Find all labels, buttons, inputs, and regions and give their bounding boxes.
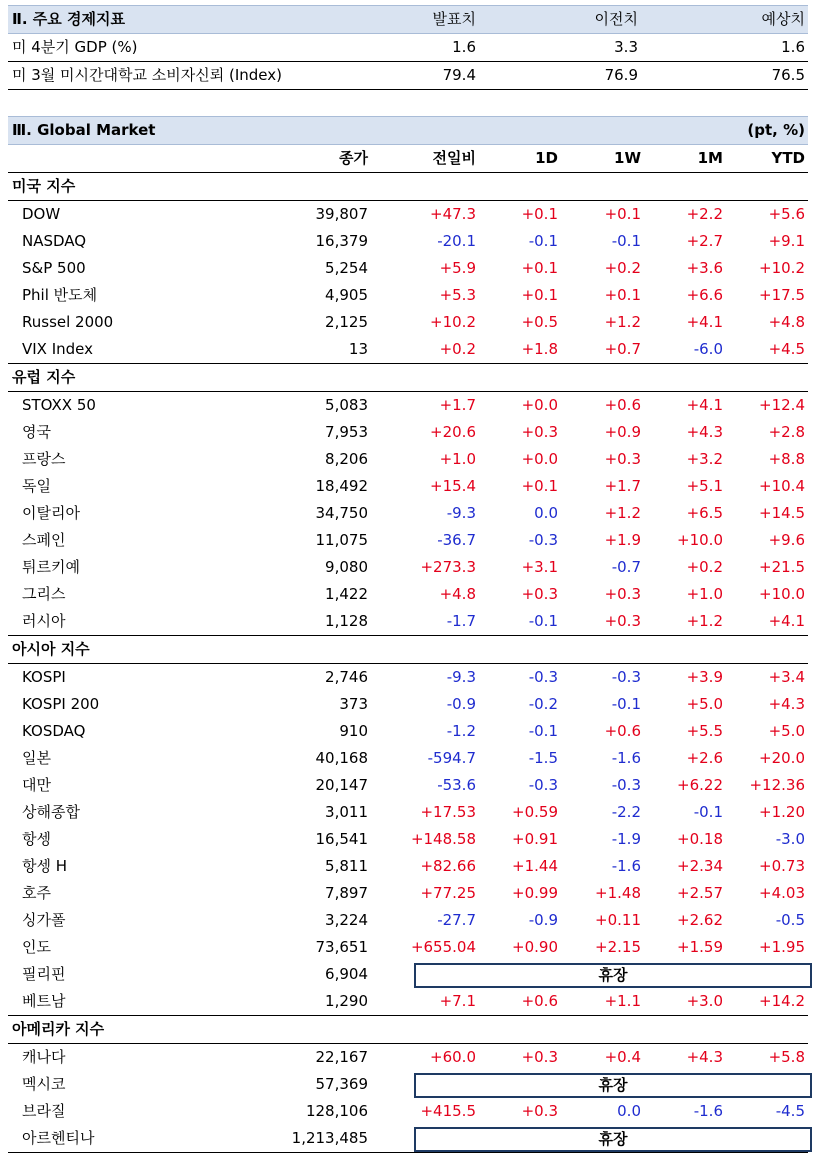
cell-change: +5.9 (439, 259, 476, 277)
index-name: VIX Index (22, 340, 94, 358)
cell-ytd: +17.5 (759, 286, 805, 304)
cell-1m: +1.2 (686, 612, 723, 630)
index-name: 프랑스 (22, 450, 66, 468)
cell-close: 373 (339, 695, 368, 713)
table-row (8, 1125, 808, 1153)
table-row (8, 500, 808, 527)
cell-change: +1.7 (439, 396, 476, 414)
table-row (8, 34, 808, 62)
cell-1w: -1.6 (611, 749, 641, 767)
indicator-released: 79.4 (442, 66, 476, 84)
index-name: 스페인 (22, 531, 66, 549)
index-name: KOSDAQ (22, 722, 86, 740)
group-name: 유럽 지수 (12, 368, 76, 386)
cell-1d: +0.1 (521, 286, 558, 304)
cell-close: 8,206 (325, 450, 368, 468)
cell-change: +77.25 (420, 884, 476, 902)
cell-change: +148.58 (410, 830, 476, 848)
cell-1w: +0.7 (604, 340, 641, 358)
cell-1d: +0.5 (521, 313, 558, 331)
table-row (8, 554, 808, 581)
cell-ytd: +5.0 (768, 722, 805, 740)
cell-1d: -0.1 (528, 232, 558, 250)
cell-ytd: +2.8 (768, 423, 805, 441)
cell-close: 9,080 (325, 558, 368, 576)
table-row (8, 988, 808, 1016)
header-change: 전일비 (432, 149, 476, 167)
cell-change: -594.7 (427, 749, 476, 767)
cell-1d: +0.0 (521, 396, 558, 414)
indicator-forecast: 1.6 (781, 38, 805, 56)
header-close: 종가 (339, 149, 368, 167)
cell-close: 910 (339, 722, 368, 740)
index-name: KOSPI (22, 668, 66, 686)
cell-1m: +3.2 (686, 450, 723, 468)
cell-close: 11,075 (315, 531, 368, 549)
cell-1d: -0.3 (528, 668, 558, 686)
cell-1d: +0.1 (521, 205, 558, 223)
cell-ytd: -4.5 (775, 1102, 805, 1120)
cell-1m: +2.34 (677, 857, 723, 875)
cell-1w: +1.9 (604, 531, 641, 549)
cell-change: -9.3 (446, 668, 476, 686)
indicator-previous: 3.3 (614, 38, 638, 56)
cell-1d: +0.1 (521, 477, 558, 495)
global-market-title: Ⅲ. Global Market (12, 121, 156, 139)
indicator-previous: 76.9 (604, 66, 638, 84)
cell-ytd: +9.1 (768, 232, 805, 250)
cell-ytd: +0.73 (759, 857, 805, 875)
cell-1m: +6.6 (686, 286, 723, 304)
group-header (8, 173, 808, 201)
cell-1m: +2.7 (686, 232, 723, 250)
index-name: 러시아 (22, 612, 66, 630)
cell-1w: +0.4 (604, 1048, 641, 1066)
cell-1m: +3.0 (686, 992, 723, 1010)
cell-1w: -2.2 (611, 803, 641, 821)
cell-change: -27.7 (437, 911, 476, 929)
cell-close: 40,168 (315, 749, 368, 767)
cell-close: 13 (348, 340, 368, 358)
cell-close: 22,167 (315, 1048, 368, 1066)
cell-ytd: +10.0 (759, 585, 805, 603)
cell-1w: +1.2 (604, 313, 641, 331)
cell-ytd: +14.5 (759, 504, 805, 522)
index-name: 항셍 (22, 830, 51, 848)
header-forecast: 예상치 (761, 10, 805, 28)
cell-close: 20,147 (315, 776, 368, 794)
header-1w: 1W (614, 149, 641, 167)
cell-ytd: +4.5 (768, 340, 805, 358)
table-row (8, 826, 808, 853)
cell-1d: +0.1 (521, 259, 558, 277)
index-name: KOSPI 200 (22, 695, 100, 713)
table-row (8, 1098, 808, 1125)
cell-1w: +0.2 (604, 259, 641, 277)
cell-1d: +1.8 (521, 340, 558, 358)
cell-1d: +0.3 (521, 585, 558, 603)
cell-change: -20.1 (437, 232, 476, 250)
cell-ytd: +5.8 (768, 1048, 805, 1066)
cell-change: +7.1 (439, 992, 476, 1010)
table-row (8, 392, 808, 419)
cell-1m: +3.6 (686, 259, 723, 277)
cell-1w: -0.1 (611, 232, 641, 250)
cell-1w: +0.9 (604, 423, 641, 441)
table-row (8, 772, 808, 799)
cell-close: 16,541 (315, 830, 368, 848)
cell-close: 5,083 (325, 396, 368, 414)
economic-indicators-title: Ⅱ. 주요 경제지표 (12, 10, 125, 28)
cell-close: 1,128 (325, 612, 368, 630)
index-name: S&P 500 (22, 259, 86, 277)
cell-1d: +0.90 (512, 938, 558, 956)
table-row (8, 799, 808, 826)
cell-ytd: -0.5 (775, 911, 805, 929)
cell-1d: -0.3 (528, 776, 558, 794)
indicator-name: 미 3월 미시간대학교 소비자신뢰 (Index) (12, 66, 282, 84)
cell-1d: +1.44 (512, 857, 558, 875)
cell-1d: +0.3 (521, 1048, 558, 1066)
cell-change: -0.9 (446, 695, 476, 713)
cell-1w: +0.6 (604, 722, 641, 740)
cell-1d: -0.3 (528, 531, 558, 549)
cell-change: +5.3 (439, 286, 476, 304)
cell-close: 1,422 (325, 585, 368, 603)
table-row (8, 62, 808, 90)
holiday-badge: 휴장 (414, 1073, 812, 1098)
index-name: 인도 (22, 938, 51, 956)
cell-1w: +1.7 (604, 477, 641, 495)
cell-1m: +2.2 (686, 205, 723, 223)
table-row (8, 1071, 808, 1098)
cell-1m: +0.2 (686, 558, 723, 576)
index-name: 아르헨티나 (22, 1129, 95, 1147)
column-header-row (8, 145, 808, 173)
index-name: 튀르키예 (22, 558, 80, 576)
cell-1m: +5.0 (686, 695, 723, 713)
group-name: 아시아 지수 (12, 640, 90, 658)
table-row (8, 255, 808, 282)
cell-1m: +6.5 (686, 504, 723, 522)
group-name: 미국 지수 (12, 177, 76, 195)
cell-change: +415.5 (420, 1102, 476, 1120)
cell-1d: +0.91 (512, 830, 558, 848)
cell-ytd: +1.95 (759, 938, 805, 956)
economic-indicators-header (8, 5, 808, 34)
index-name: DOW (22, 205, 61, 223)
cell-change: -36.7 (437, 531, 476, 549)
table-row (8, 880, 808, 907)
cell-1m: +2.57 (677, 884, 723, 902)
table-row (8, 718, 808, 745)
table-row (8, 664, 808, 691)
table-row (8, 336, 808, 364)
cell-1d: +0.3 (521, 423, 558, 441)
cell-ytd: +3.4 (768, 668, 805, 686)
cell-1w: +0.1 (604, 286, 641, 304)
cell-change: +273.3 (420, 558, 476, 576)
cell-1w: -0.3 (611, 776, 641, 794)
cell-1w: -0.3 (611, 668, 641, 686)
cell-1m: +1.0 (686, 585, 723, 603)
cell-close: 3,011 (325, 803, 368, 821)
cell-1m: +0.18 (677, 830, 723, 848)
cell-close: 57,369 (315, 1075, 368, 1093)
cell-ytd: +9.6 (768, 531, 805, 549)
cell-ytd: +20.0 (759, 749, 805, 767)
cell-change: +10.2 (430, 313, 476, 331)
cell-ytd: +5.6 (768, 205, 805, 223)
cell-ytd: +12.36 (749, 776, 805, 794)
index-name: 브라질 (22, 1102, 66, 1120)
holiday-badge: 휴장 (414, 1127, 812, 1152)
cell-1d: -0.2 (528, 695, 558, 713)
group-name: 아메리카 지수 (12, 1020, 105, 1038)
cell-close: 34,750 (315, 504, 368, 522)
cell-1d: -1.5 (528, 749, 558, 767)
index-name: Phil 반도체 (22, 286, 98, 304)
holiday-badge: 휴장 (414, 963, 812, 988)
index-name: 독일 (22, 477, 51, 495)
cell-1d: -0.1 (528, 612, 558, 630)
cell-close: 2,746 (325, 668, 368, 686)
cell-1w: +0.3 (604, 450, 641, 468)
header-ytd: YTD (771, 149, 805, 167)
cell-1d: +0.6 (521, 992, 558, 1010)
cell-1m: -6.0 (693, 340, 723, 358)
cell-1m: +4.3 (686, 423, 723, 441)
indicator-released: 1.6 (452, 38, 476, 56)
cell-ytd: +10.4 (759, 477, 805, 495)
cell-1w: +2.15 (595, 938, 641, 956)
cell-ytd: +21.5 (759, 558, 805, 576)
cell-change: -1.7 (446, 612, 476, 630)
cell-1m: +4.3 (686, 1048, 723, 1066)
cell-close: 4,905 (325, 286, 368, 304)
cell-1w: -0.1 (611, 695, 641, 713)
cell-1m: +1.59 (677, 938, 723, 956)
cell-change: +47.3 (430, 205, 476, 223)
cell-1m: +4.1 (686, 396, 723, 414)
table-row (8, 745, 808, 772)
table-row (8, 228, 808, 255)
cell-ytd: +8.8 (768, 450, 805, 468)
index-name: 베트남 (22, 992, 66, 1010)
cell-1w: +1.1 (604, 992, 641, 1010)
cell-close: 3,224 (325, 911, 368, 929)
cell-1w: +0.11 (595, 911, 641, 929)
cell-1w: +0.6 (604, 396, 641, 414)
cell-change: +20.6 (430, 423, 476, 441)
cell-close: 39,807 (315, 205, 368, 223)
cell-change: +15.4 (430, 477, 476, 495)
cell-1m: +6.22 (677, 776, 723, 794)
index-name: Russel 2000 (22, 313, 114, 331)
cell-change: +0.2 (439, 340, 476, 358)
cell-change: +655.04 (410, 938, 476, 956)
cell-close: 1,213,485 (291, 1129, 368, 1147)
cell-1d: +0.3 (521, 1102, 558, 1120)
cell-ytd: +10.2 (759, 259, 805, 277)
index-name: NASDAQ (22, 232, 87, 250)
cell-1w: +0.3 (604, 612, 641, 630)
cell-1m: +5.1 (686, 477, 723, 495)
table-row (8, 907, 808, 934)
cell-close: 2,125 (325, 313, 368, 331)
cell-1m: +2.6 (686, 749, 723, 767)
cell-ytd: +1.20 (759, 803, 805, 821)
cell-1w: +1.2 (604, 504, 641, 522)
table-row (8, 201, 808, 228)
cell-close: 18,492 (315, 477, 368, 495)
cell-1w: -1.6 (611, 857, 641, 875)
indicator-forecast: 76.5 (771, 66, 805, 84)
cell-ytd: +4.03 (759, 884, 805, 902)
group-header (8, 1016, 808, 1044)
cell-1m: -0.1 (693, 803, 723, 821)
cell-close: 1,290 (325, 992, 368, 1010)
table-row (8, 934, 808, 961)
header-1m: 1M (697, 149, 723, 167)
table-row (8, 282, 808, 309)
cell-1m: +4.1 (686, 313, 723, 331)
indicator-name: 미 4분기 GDP (%) (12, 38, 138, 56)
cell-1d: +0.0 (521, 450, 558, 468)
table-row (8, 446, 808, 473)
table-row (8, 1044, 808, 1071)
cell-1d: +3.1 (521, 558, 558, 576)
table-row (8, 419, 808, 446)
table-row (8, 608, 808, 636)
cell-close: 16,379 (315, 232, 368, 250)
index-name: 일본 (22, 749, 51, 767)
cell-ytd: +4.3 (768, 695, 805, 713)
index-name: 호주 (22, 884, 51, 902)
cell-1m: +3.9 (686, 668, 723, 686)
index-name: 대만 (22, 776, 51, 794)
cell-ytd: -3.0 (775, 830, 805, 848)
cell-1w: +0.3 (604, 585, 641, 603)
cell-1d: -0.9 (528, 911, 558, 929)
table-row (8, 473, 808, 500)
table-row (8, 853, 808, 880)
table-row (8, 961, 808, 988)
table-row (8, 309, 808, 336)
cell-1d: +0.99 (512, 884, 558, 902)
index-name: 필리핀 (22, 965, 66, 983)
cell-1d: 0.0 (534, 504, 558, 522)
index-name: 캐나다 (22, 1048, 66, 1066)
header-previous: 이전치 (594, 10, 638, 28)
cell-1d: -0.1 (528, 722, 558, 740)
cell-change: -53.6 (437, 776, 476, 794)
table-row (8, 691, 808, 718)
index-name: 멕시코 (22, 1075, 66, 1093)
cell-close: 5,254 (325, 259, 368, 277)
global-market-header (8, 116, 808, 145)
cell-change: +4.8 (439, 585, 476, 603)
cell-close: 73,651 (315, 938, 368, 956)
index-name: 그리스 (22, 585, 66, 603)
index-name: 상해종합 (22, 803, 80, 821)
cell-change: +82.66 (420, 857, 476, 875)
cell-1w: +0.1 (604, 205, 641, 223)
global-market-table (8, 116, 808, 1153)
cell-change: +60.0 (430, 1048, 476, 1066)
cell-ytd: +12.4 (759, 396, 805, 414)
index-name: 항셍 H (22, 857, 68, 875)
cell-1m: +2.62 (677, 911, 723, 929)
header-1d: 1D (535, 149, 558, 167)
cell-1w: -0.7 (611, 558, 641, 576)
unit-label: (pt, %) (747, 121, 805, 139)
cell-close: 7,953 (325, 423, 368, 441)
market-body (8, 173, 808, 1153)
table-row (8, 527, 808, 554)
cell-1d: +0.59 (512, 803, 558, 821)
cell-1w: 0.0 (617, 1102, 641, 1120)
group-header (8, 636, 808, 664)
group-header (8, 364, 808, 392)
cell-ytd: +4.8 (768, 313, 805, 331)
cell-ytd: +4.1 (768, 612, 805, 630)
cell-change: -9.3 (446, 504, 476, 522)
index-name: 영국 (22, 423, 51, 441)
index-name: 이탈리아 (22, 504, 80, 522)
cell-change: +1.0 (439, 450, 476, 468)
cell-1w: +1.48 (595, 884, 641, 902)
cell-1m: +5.5 (686, 722, 723, 740)
cell-1m: +10.0 (677, 531, 723, 549)
table-row (8, 581, 808, 608)
cell-1m: -1.6 (693, 1102, 723, 1120)
cell-change: +17.53 (420, 803, 476, 821)
cell-close: 5,811 (325, 857, 368, 875)
cell-close: 6,904 (325, 965, 368, 983)
header-released: 발표치 (432, 10, 476, 28)
cell-close: 128,106 (305, 1102, 368, 1120)
economic-indicators-table (8, 5, 808, 90)
cell-ytd: +14.2 (759, 992, 805, 1010)
cell-close: 7,897 (325, 884, 368, 902)
index-name: STOXX 50 (22, 396, 96, 414)
cell-1w: -1.9 (611, 830, 641, 848)
index-name: 싱가폴 (22, 911, 66, 929)
cell-change: -1.2 (446, 722, 476, 740)
